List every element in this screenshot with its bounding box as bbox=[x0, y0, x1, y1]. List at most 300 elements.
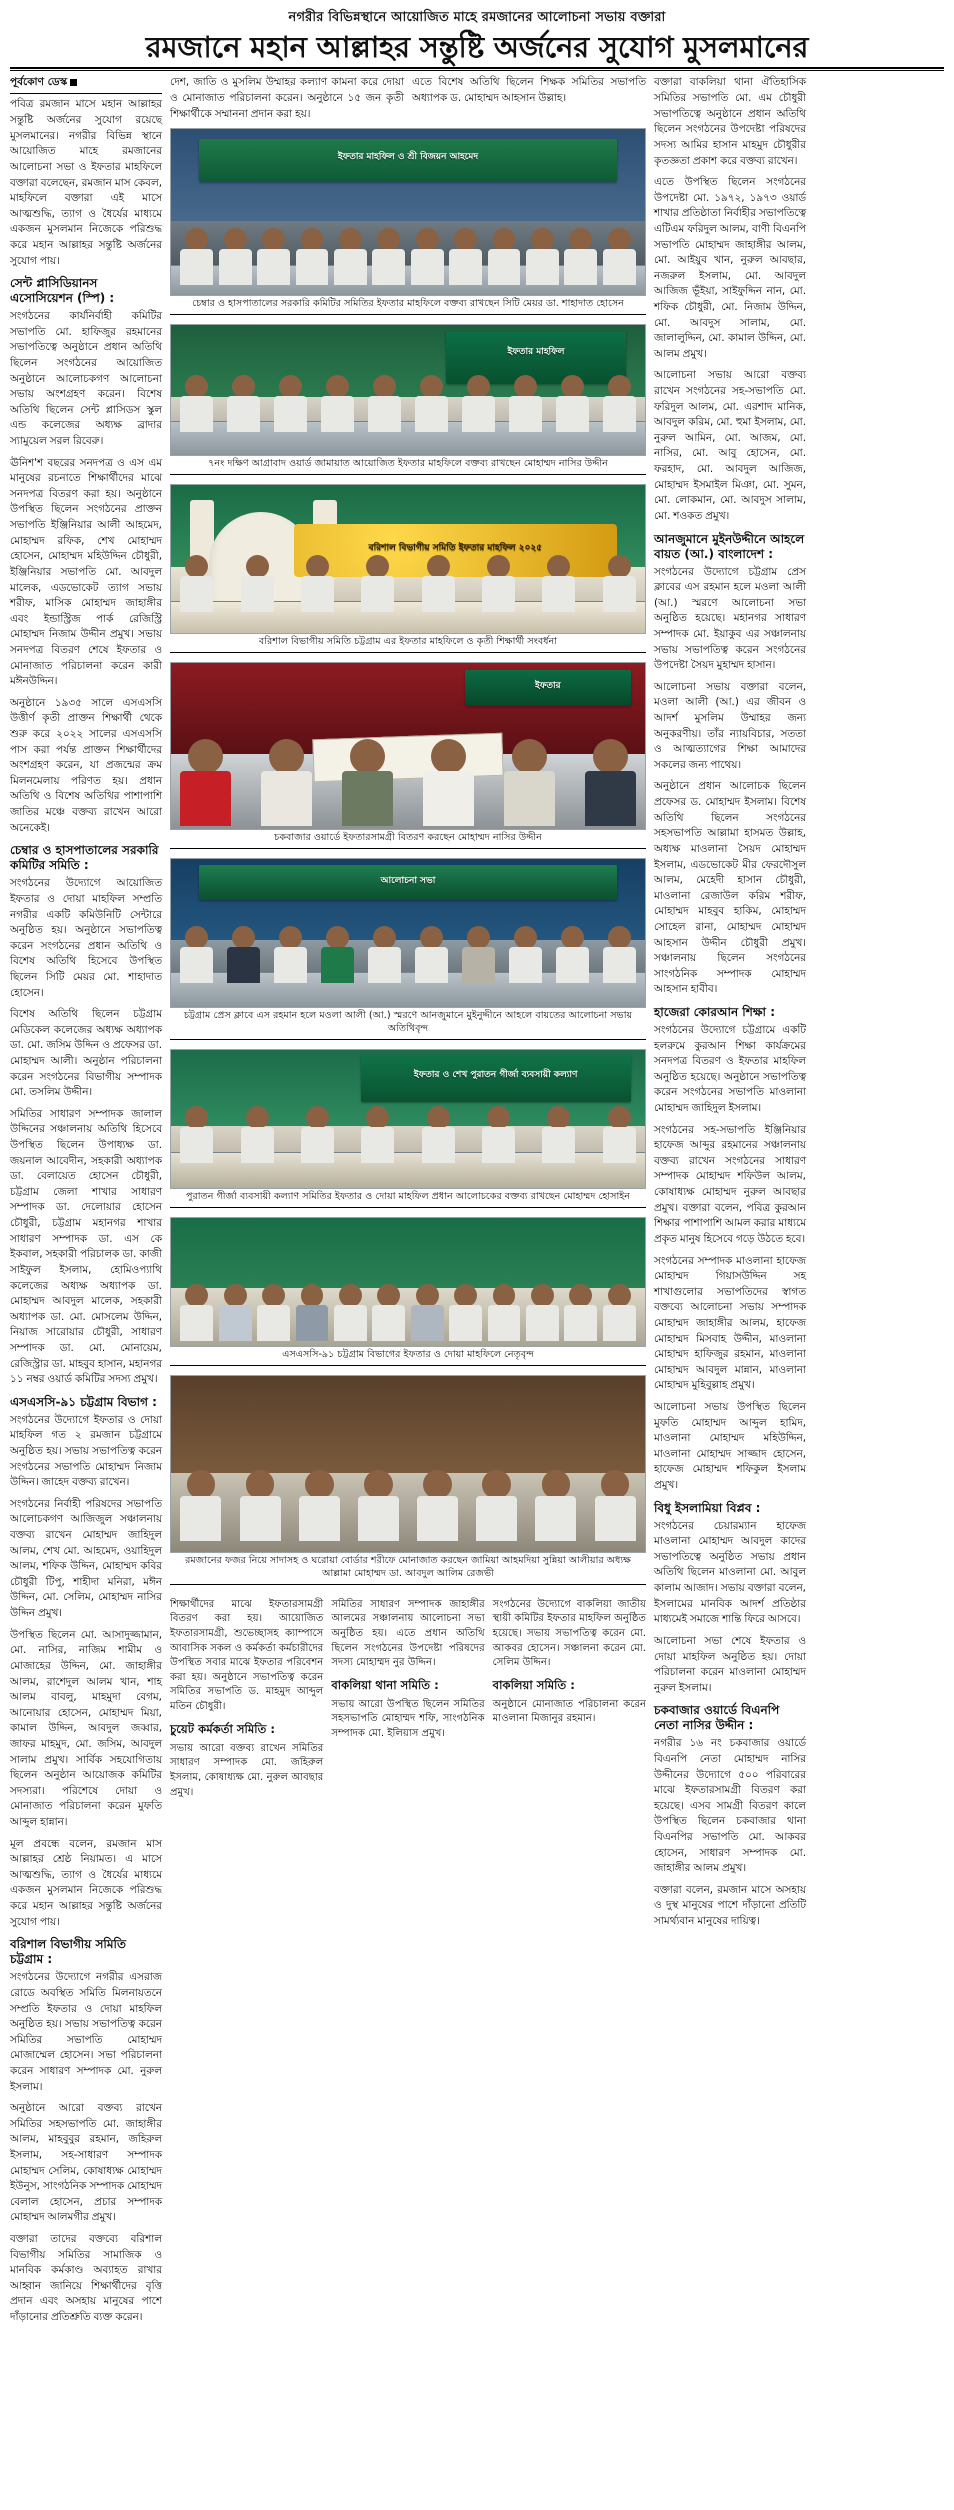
photo-scene bbox=[171, 1376, 645, 1552]
person bbox=[274, 375, 307, 432]
person-body bbox=[422, 576, 455, 612]
person bbox=[227, 375, 260, 432]
mb1-heading: চুয়েট কর্মকর্তা সমিতি : bbox=[170, 1721, 275, 1736]
person bbox=[462, 375, 495, 432]
person bbox=[526, 228, 559, 285]
person-body bbox=[361, 1127, 394, 1163]
person bbox=[603, 375, 636, 432]
person bbox=[180, 1106, 213, 1163]
right-heading-chakbazar: চকবাজার ওয়ার্ডে বিএনপি নেতা নাসির উদ্দীন : bbox=[654, 1703, 780, 1733]
person-body bbox=[535, 1496, 576, 1541]
person-head bbox=[423, 1470, 452, 1499]
person-head bbox=[262, 228, 285, 251]
person bbox=[603, 555, 636, 612]
person-head bbox=[493, 1284, 516, 1307]
person-head bbox=[185, 1284, 208, 1307]
person bbox=[504, 739, 554, 826]
person-head bbox=[269, 739, 304, 774]
person-head bbox=[547, 555, 570, 578]
right-s4-paragraph-1: নগরীর ১৬ নং চকবাজার ওয়ার্ডে বিএনপি নেতা মোহাম্মদ নাসির উদ্দীনের উদ্যোগে ৫০০ পরিবারের মাঝে ইফতারসামগ্রী বিতরণ করা হয়েছে। এসব সামগ্রী বিতরণ কালে উপস্থিত ছিলেন চকবাজার থানা বিএনপির সভাপতি মো. আকবর হোসেন, সাধারণ সম্পাদক মো. জাহাঙ্গীর আলম প্রমুখ। bbox=[654, 1737, 806, 1875]
person-head bbox=[246, 1470, 275, 1499]
person-body bbox=[372, 1305, 405, 1341]
person-body bbox=[415, 947, 448, 983]
figure-6-caption: পুরাতন গীর্জা ব্যবসায়ী কল্যাণ সমিতির ইফতার ও দোয়া মাহফিল প্রধান আলোচকের বক্তব্য রাখছেন মোহাম্মদ হোসাইন bbox=[170, 1189, 646, 1208]
right-heading-quran: হাজেরা কোরআন শিক্ষা : bbox=[654, 1004, 775, 1019]
middle-bottom-col-1 bbox=[170, 1598, 323, 1806]
left-paragraph-4: অনুষ্ঠানে ১৯৩৫ সালে এসএসসি উত্তীর্ণ কৃতী প্রাক্তন শিক্ষার্থী থেকে শুরু করে ২০২২ সালের এসএসসি পাস করা পর্যন্ত প্রাক্তন শিক্ষার্থীদের অংশগ্রহণ করেন, যা প্রজন্মের ক্রম মিলনমেলায় পরিণত হয়। প্রধান অতিথি ও বিশেষ অতিথির পাশাপাশি জাতির মঞ্চে বক্তব্য রাখেন আরো অনেকেই। bbox=[10, 696, 162, 834]
photo-scene bbox=[171, 1218, 645, 1346]
person-head bbox=[224, 1284, 247, 1307]
person-head bbox=[601, 1470, 630, 1499]
mb2-heading: বাকলিয়া থানা সমিতি : bbox=[331, 1677, 439, 1692]
person bbox=[372, 1284, 405, 1341]
person-head bbox=[416, 228, 439, 251]
person bbox=[603, 1106, 636, 1163]
person-body bbox=[296, 249, 329, 285]
person bbox=[509, 926, 542, 983]
banner-text: ইফতার ও শেখ পুরাতন গীর্জা ব্যবসায়ী কল্যাণ bbox=[413, 1069, 578, 1080]
middle-bottom-col-3 bbox=[493, 1598, 646, 1806]
banner-text: আলোচনা সভা bbox=[380, 875, 436, 886]
person-body bbox=[180, 1496, 221, 1541]
person-body bbox=[361, 576, 394, 612]
masthead-rule bbox=[10, 67, 944, 69]
person-body bbox=[358, 1496, 399, 1541]
left-heading-placid: সেন্ট প্লাসিডিয়ানস এসোসিয়েশন (স্পি) : bbox=[10, 276, 115, 306]
person-body bbox=[411, 1305, 444, 1341]
person bbox=[241, 555, 274, 612]
person-head bbox=[188, 739, 223, 774]
middle-bottom-columns bbox=[170, 1598, 646, 1806]
person bbox=[556, 926, 589, 983]
person-head bbox=[493, 228, 516, 251]
person-body bbox=[180, 576, 213, 612]
left-s3-paragraph-4: মূল প্রবন্ধে বলেন, রমজান মাস আল্লাহর শ্রেষ্ঠ নিয়ামত। এ মাসে আত্মশুদ্ধি, ত্যাগ ও ধৈর্যের মাধ্যমে একজন মুসলমান নিজেকে পরিশুদ্ধ করে মহান আল্লাহর সন্তুষ্টি অর্জনের সুযোগ পায়। bbox=[10, 1837, 162, 1928]
person-body bbox=[603, 947, 636, 983]
person-body bbox=[368, 947, 401, 983]
person-head bbox=[279, 926, 302, 949]
middle-intro-row bbox=[170, 75, 646, 128]
person-head bbox=[262, 1284, 285, 1307]
person-head bbox=[531, 228, 554, 251]
right-s3-paragraph-2: আলোচনা সভা শেষে ইফতার ও দোয়া মাহফিল অনুষ্ঠিত হয়। দোয়া পরিচালনা করেন মাওলানা মোহাম্মদ নুরুল ইসলাম। bbox=[654, 1634, 806, 1694]
person-head bbox=[246, 555, 269, 578]
person-head bbox=[366, 1106, 389, 1129]
right-s1-paragraph-3: অনুষ্ঠানে প্রধান আলোচক ছিলেন প্রফেসর ড. মোহাম্মদ ইসলাম। বিশেষ অতিথি ছিলেন সংগঠনের সহসভাপতি আল্লামা হাসমত উল্লাহ, অধ্যক্ষ মাওলানা সৈয়দ মোহাম্মদ ইসলাম, এডভোকেট মীর ফেরদৌসুল আলম, মেহেদী হাসান চৌধুরী, মাওলানা রেজাউল করিম শরীফ, মোহাম্মদ মাহবুব হাকিম, মোহাম্মদ সোহেল রানা, মোহাম্মদ মোহাম্মদ আহসান উদ্দীন চৌধুরী প্রমুখ। সঞ্চালনায় ছিলেন সংগঠনের সাংগঠনিক সম্পাদক মোহাম্মদ আহসান হাবীব। bbox=[654, 780, 806, 996]
person-head bbox=[608, 1106, 631, 1129]
person bbox=[423, 739, 473, 826]
right-s2-paragraph-3: সংগঠনের সম্পাদক মাওলানা হাফেজ মোহাম্মদ গিয়াসউদ্দিন সহ শাখাগুলোর সভাপতিদের স্বাগত বক্তব্যে আলোচনা সভায় সম্পাদক মোহাম্মদ জাহাঙ্গীর আলম, হাফেজ মোহাম্মদ মিসবাহ উদ্দীন, মাওলানা মোহাম্মদ হাফিজুর রহমান, মাওলানা মোহাম্মদ আবদুল মান্নান, মাওলানা মোহাম্মদ মুহিবুল্লাহ প্রমুখ। bbox=[654, 1254, 806, 1392]
person-head bbox=[377, 1284, 400, 1307]
figure-8 bbox=[170, 1375, 646, 1587]
byline-label: পূর্বকোণ ডেস্ক bbox=[10, 76, 68, 89]
person bbox=[261, 739, 311, 826]
person bbox=[603, 1284, 636, 1341]
person-head bbox=[326, 375, 349, 398]
figure-2-caption: ৭নং দক্ষিণ আগ্রাবাদ ওয়ার্ড জামায়াত আয়োজিত ইফতার মাহফিলে বক্তব্য রাখছেন মোহাম্মদ নাসির উদ্দীন bbox=[170, 456, 646, 475]
people-row bbox=[180, 1470, 635, 1541]
person bbox=[368, 926, 401, 983]
person-head bbox=[608, 375, 631, 398]
photo-press-club-discussion bbox=[170, 858, 646, 1008]
figure-7 bbox=[170, 1217, 646, 1368]
figure-3-caption: বরিশাল বিভাগীয় সমিতি চট্টগ্রাম এর ইফতার মাহফিলে ও কৃতী শিক্ষার্থী সংবর্ধনা bbox=[170, 634, 646, 653]
person bbox=[422, 1106, 455, 1163]
stage-banner bbox=[361, 1055, 631, 1102]
person bbox=[180, 228, 213, 285]
left-s2-paragraph-2: বিশেষ অতিথি ছিলেন চট্টগ্রাম মেডিকেল কলেজের অধ্যক্ষ অধ্যাপক ডা. মো. জসিম উদ্দিন ও প্রফেসর ডা. মোহাম্মদ আলী। অনুষ্ঠান পরিচালনা করেন সংগঠনের বিভাগীয় সম্পাদক মো. তসলিম উদ্দীন। bbox=[10, 1008, 162, 1099]
person bbox=[449, 228, 482, 285]
person bbox=[482, 1106, 515, 1163]
person bbox=[368, 375, 401, 432]
right-column bbox=[654, 75, 806, 1935]
person bbox=[556, 375, 589, 432]
person-body bbox=[180, 947, 213, 983]
person-head bbox=[608, 228, 631, 251]
people-row bbox=[180, 555, 635, 612]
person-body bbox=[299, 1496, 340, 1541]
person bbox=[358, 1470, 399, 1541]
mid-intro-2: এতে বিশেষ অতিথি ছিলেন শিক্ষক সমিতির সভাপতি অধ্যাপক ড. মোহাম্মদ আহসান উল্লাহ। bbox=[412, 76, 646, 105]
person-body bbox=[423, 771, 473, 826]
photo-scene bbox=[171, 663, 645, 829]
middle-column bbox=[170, 75, 646, 1805]
person bbox=[180, 375, 213, 432]
person bbox=[257, 1284, 290, 1341]
person-head bbox=[301, 1284, 324, 1307]
person-head bbox=[339, 228, 362, 251]
mb3-heading: বাকলিয়া সমিতি : bbox=[492, 1677, 575, 1692]
right-s1-paragraph-1: সংগঠনের উদ্যোগে চট্টগ্রাম প্রেস ক্লাবের এস রহমান হলে মওলা আলী (আ.) স্মরণে আলোচনা সভা অনুষ্ঠিত হয়েছে। মহানগর সাধারণ সম্পাদক মো. ইয়াকুব এর সঞ্চালনায় সভায় সভাপতিত্ব করেন সংগঠনের উপদেষ্টা সৈয়দ মুহাম্মদ হাসান। bbox=[654, 565, 806, 672]
left-s3-paragraph-1: সংগঠনের উদ্যোগে ইফতার ও দোয়া মাহফিল গত ২ রমজান চট্টগ্রামে অনুষ্ঠিত হয়। সভায় সভাপতিত্ব করেন সংগঠনের সভাপতি মোহাম্মদ নিজাম উদ্দিন। জাহেদ বক্তব্য রাখেন। bbox=[10, 1413, 162, 1489]
person-head bbox=[512, 739, 547, 774]
photo-chamber-iftar bbox=[170, 128, 646, 296]
person-body bbox=[509, 396, 542, 432]
person-head bbox=[547, 1106, 570, 1129]
person-head bbox=[561, 926, 584, 949]
person-head bbox=[487, 555, 510, 578]
person-body bbox=[301, 576, 334, 612]
person-head bbox=[542, 1470, 571, 1499]
person-head bbox=[608, 1284, 631, 1307]
person-body bbox=[488, 249, 521, 285]
person-body bbox=[422, 1127, 455, 1163]
person-head bbox=[224, 228, 247, 251]
people-row bbox=[180, 926, 635, 983]
left-s3-paragraph-2: সংগঠনের নির্বাহী পরিষদের সভাপতি আলোচকগণ আজিজুল সঞ্চালনায় বক্তব্য রাখেন মোহাম্মদ জাহিদুল আলম, শেখ মো. আহমেদ, ওয়াহিদুল আলম, শফিক উদ্দিন, মোহাম্মদ কবির চৌধুরী টিপু, শাহীদা মনিরা, মঈন উদ্দিন, মো. সেলিম, মোহাম্মদ নাসির উদ্দিন প্রমুখ। bbox=[10, 1497, 162, 1620]
right-s2-paragraph-2: সংগঠনের সহ-সভাপতি ইঞ্জিনিয়ার হাফেজ আব্দুর রহমানের সঞ্চালনায় বক্তব্য রাখেন সংগঠনের সাধারণ সম্পাদক মোহাম্মদ শফিউল আলম, কোষাধ্যক্ষ মোহাম্মদ নুরুল আবছার প্রমুখ। বক্তারা বলেন, পবিত্র কুরআন শিক্ষার পাশাপাশি আমল করার মাধ্যমে প্রকৃত মানুষ হিসেবে গড়ে উঠতে হবে। bbox=[654, 1123, 806, 1245]
page-kicker: নগরীর বিভিন্নস্থানে আয়োজিত মাহে রমজানের আলোচনা সভায় বক্তারা bbox=[288, 10, 666, 25]
person bbox=[542, 1106, 575, 1163]
figure-4 bbox=[170, 662, 646, 851]
stage-banner bbox=[465, 670, 631, 707]
person-body bbox=[240, 1496, 281, 1541]
person bbox=[595, 1470, 636, 1541]
person-head bbox=[279, 375, 302, 398]
person bbox=[449, 1284, 482, 1341]
person bbox=[219, 1284, 252, 1341]
person bbox=[422, 555, 455, 612]
person-body bbox=[449, 1305, 482, 1341]
person-head bbox=[185, 555, 208, 578]
person-head bbox=[427, 555, 450, 578]
person-head bbox=[350, 739, 385, 774]
left-paragraph-2: সংগঠনের কার্যনির্বাহী কমিটির সভাপতি মো. হাফিজুর রহমানের সভাপতিত্বে অনুষ্ঠানে প্রধান অতিথি ছিলেন সংগঠনের আয়োজিত অনুষ্ঠানে আলোচকগণ আলোচনা সভায় অংশগ্রহণ করেন। বিশেষ অতিথি ছিলেন সেন্ট প্লাসিডস স্কুল এন্ড কলেজের অধ্যক্ষ ব্রাদার স্যামুয়েল সরল রিবেরু। bbox=[10, 310, 162, 448]
stage-banner bbox=[199, 865, 616, 901]
person bbox=[240, 1470, 281, 1541]
right-paragraph-2: এতে উপস্থিত ছিলেন সংগঠনের উপদেষ্টা মো. ১৯৭২, ১৯৭৩ ওয়ার্ড শাখার প্রতিষ্ঠাতা নির্বাহীর সভাপতিত্বে এটিএম ফরিদুল আলম, বাণী বিএনপি সভাপতি মোহাম্মদ জাহাঙ্গীর আলম, মো. আইয়ুব খান, নুরুল আবছার, নজরুল ইসলাম, মো. আবদুল আজিজ ভূঁইয়া, সাইফুদ্দিন নান, মো. শফিক চৌধুরী, মো. নিজাম উদ্দিন, মো. আবদুস সালাম, মো. জালালুদ্দিন, মো. কামাল উদ্দিন, মো. আলম প্রমুখ। bbox=[654, 176, 806, 360]
figure-8-caption: রমজানের ফজর নিয়ে সাদাসহ ও ঘরোয়া বোর্ডার শরীফে মোনাজাত করছেন জামিয়া আহমদিয়া সুন্নিয়া আলীয়ার অধ্যক্ষ আল্লামা মোহাম্মদ ডা. আবদুল আলিম রেজভী bbox=[170, 1553, 646, 1585]
person-head bbox=[420, 926, 443, 949]
person bbox=[334, 228, 367, 285]
person-body bbox=[342, 771, 392, 826]
left-s4-paragraph-2: অনুষ্ঠানে আরো বক্তব্য রাখেন সমিতির সহসভাপতি মো. জাহাঙ্গীর আলম, মাহবুবুর রহমান, জহিরুল ইসলাম, সহ-সাধারণ সম্পাদক মোহাম্মদ সেলিম, কোষাধ্যক্ষ মোহাম্মদ ইউনুস, সাংগঠনিক সম্পাদক মোহাম্মদ বেলাল হোসেন, প্রচার সম্পাদক মোহাম্মদ আলমগীর প্রমুখ। bbox=[10, 2102, 162, 2224]
mb2-paragraph-2: সভায় আরো উপস্থিত ছিলেন সমিতির সহসভাপতি মোহাম্মদ শফি, সাংগঠনিক সম্পাদক মো. ইলিয়াস প্রমুখ। bbox=[331, 1698, 485, 1740]
figure-7-caption: এসএসসি-৯১ চট্টগ্রাম বিভাগের ইফতার ও দোয়া মাহফিলে নেতৃবৃন্দ bbox=[170, 1347, 646, 1366]
person-head bbox=[185, 375, 208, 398]
person bbox=[361, 1106, 394, 1163]
person-body bbox=[321, 947, 354, 983]
person-body bbox=[180, 1305, 213, 1341]
person bbox=[180, 926, 213, 983]
person bbox=[411, 1284, 444, 1341]
person-head bbox=[454, 1284, 477, 1307]
person bbox=[415, 375, 448, 432]
left-heading-barisal: বরিশাল বিভাগীয় সমিতি চট্টগ্রাম : bbox=[10, 1937, 126, 1967]
person-head bbox=[420, 375, 443, 398]
person-head bbox=[569, 1284, 592, 1307]
person-body bbox=[274, 396, 307, 432]
banner-text: ইফতার মাহফিল bbox=[507, 347, 565, 358]
person bbox=[321, 926, 354, 983]
person bbox=[334, 1284, 367, 1341]
person-body bbox=[603, 249, 636, 285]
mb1-paragraph-1: শিক্ষার্থীদের মাঝে ইফতারসামগ্রী বিতরণ করা হয়। আয়োজিত ইফতারসামগ্রী, শুভেচ্ছাসহ ক্যাম্পাসে আবাসিক সকল ও কর্মকর্তা কর্মচারীদের উপস্থিত সবার মাঝে ইফতার পরিবেশন করা হয়। অনুষ্ঠানে সভাপতিত্ব করেন সমিতির সভাপতি ড. মাহমুদ আব্দুল মতিন চৌধুরী। bbox=[170, 1598, 324, 1713]
stage-banner bbox=[199, 139, 616, 182]
person bbox=[462, 926, 495, 983]
person-body bbox=[261, 771, 311, 826]
person bbox=[603, 228, 636, 285]
figure-1-caption: চেম্বার ও হাসপাতালের সরকারি কমিটির সমিতির ইফতার মাহফিলে বক্তব্য রাখছেন সিটি মেয়র ডা. শাহাদাত হোসেন bbox=[170, 296, 646, 315]
person-head bbox=[373, 375, 396, 398]
photo-scene bbox=[171, 129, 645, 295]
right-s2-paragraph-4: আলোচনা সভায় উপস্থিত ছিলেন মুফতি মোহাম্মদ আব্দুল হামিদ, মাওলানা মোহাম্মদ মহিউদ্দিন, মাওলানা মোহাম্মদ সাজ্জাদ হোসেন, হাফেজ মোহাম্মদ শফিকুল ইসলাম প্রমুখ। bbox=[654, 1401, 806, 1492]
person-body bbox=[603, 1305, 636, 1341]
person-head bbox=[305, 1470, 334, 1499]
person-body bbox=[334, 249, 367, 285]
person bbox=[415, 926, 448, 983]
person-body bbox=[509, 947, 542, 983]
person bbox=[301, 555, 334, 612]
banner-text: ইফতার মাহফিল ও শ্রী বিজয়ন আহমেদ bbox=[337, 152, 479, 163]
person-body bbox=[482, 576, 515, 612]
person bbox=[180, 1284, 213, 1341]
person bbox=[476, 1470, 517, 1541]
middle-bottom-col-2 bbox=[331, 1598, 484, 1806]
person-head bbox=[482, 1470, 511, 1499]
figure-5 bbox=[170, 858, 646, 1042]
person-head bbox=[427, 1106, 450, 1129]
person-body bbox=[227, 947, 260, 983]
person-head bbox=[608, 926, 631, 949]
person-body bbox=[556, 396, 589, 432]
photo-background bbox=[171, 1376, 645, 1473]
person-head bbox=[608, 555, 631, 578]
person bbox=[488, 228, 521, 285]
person bbox=[180, 555, 213, 612]
figure-6 bbox=[170, 1049, 646, 1210]
person-body bbox=[241, 576, 274, 612]
person bbox=[257, 228, 290, 285]
person bbox=[603, 926, 636, 983]
person bbox=[180, 1470, 221, 1541]
right-heading-islamia: বিধু ইসলামিয়া বিপ্লব : bbox=[654, 1500, 761, 1515]
person-body bbox=[449, 249, 482, 285]
photo-barisal-iftar bbox=[170, 484, 646, 634]
person bbox=[296, 228, 329, 285]
person-head bbox=[187, 1470, 216, 1499]
figure-4-caption: চকবাজার ওয়ার্ডে ইফতারসামগ্রী বিতরণ করছেন মোহাম্মদ নাসির উদ্দীন bbox=[170, 830, 646, 849]
right-paragraph-3: আলোচনা সভায় আরো বক্তব্য রাখেন সংগঠনের সহ-সভাপতি মো. ফরিদুল আলম, মো. এরশাদ মানিক, আবদুল করিম, মো. হুমা ইসলাম, মো. নুরুল আমিন, মো. আজম, মো. নাসির, মো. আবু হোসেন, মো. ফরহাদ, মো. আবদুল আজিজ, মোহাম্মদ ইসমাইল মিঞা, মো. সুমন, মো. লোকমান, মো. আবদুস সালাম, মো. শওকত প্রমুখ। bbox=[654, 369, 806, 522]
person-head bbox=[593, 739, 628, 774]
photo-munajat bbox=[170, 1375, 646, 1553]
person-body bbox=[241, 1127, 274, 1163]
person-body bbox=[564, 249, 597, 285]
person-head bbox=[514, 926, 537, 949]
photo-scene bbox=[171, 859, 645, 1007]
person-body bbox=[296, 1305, 329, 1341]
people-row bbox=[180, 1106, 635, 1163]
person bbox=[321, 375, 354, 432]
person bbox=[585, 739, 635, 826]
person-head bbox=[301, 228, 324, 251]
person-head bbox=[232, 926, 255, 949]
person-body bbox=[334, 1305, 367, 1341]
person-body bbox=[526, 1305, 559, 1341]
left-s2-paragraph-1: সংগঠনের উদ্যোগে আয়োজিত ইফতার ও দোয়া মাহফিল সম্প্রতি নগরীর একটি কমিউনিটি সেন্টারে অনুষ্ঠিত হয়। অনুষ্ঠানে সভাপতিত্ব করেন সংগঠনের প্রধান অতিথি ও বিশেষ অতিথি হিসেবে উপস্থিত ছিলেন সিটি মেয়র মো. শাহাদাত হোসেন। bbox=[10, 877, 162, 999]
person-head bbox=[306, 1106, 329, 1129]
person-head bbox=[514, 375, 537, 398]
person bbox=[488, 1284, 521, 1341]
person-head bbox=[561, 375, 584, 398]
person-body bbox=[564, 1305, 597, 1341]
person bbox=[411, 228, 444, 285]
photo-background bbox=[171, 1218, 645, 1288]
mb3-paragraph-2: অনুষ্ঠানে মোনাজাত পরিচালনা করেন মাওলানা মিজানুর রহমান। bbox=[492, 1698, 646, 1725]
person-head bbox=[366, 555, 389, 578]
person bbox=[274, 926, 307, 983]
person-body bbox=[595, 1496, 636, 1541]
left-s2-paragraph-3: সমিতির সাধারণ সম্পাদক জালাল উদ্দিনের সঞ্চালনায় অতিথি হিসেবে উপস্থিত ছিলেন উপাধ্যক্ষ ডা. জয়নাল আবেদীন, সহকারী অধ্যাপক ডা. বেলায়েত হোসেন চৌধুরী, চট্টগ্রাম জেলা শাখার সাধারণ সম্পাদক ডা. দেলোয়ার হোসেন চৌধুরী, চট্টগ্রাম মহানগর শাখার সাধারণ সম্পাদক ডা. এস কে ইকবাল, সহকারী পরিচালক ডা. কাজী সাইফুল ইসলাম, হোমিওপ্যাথি কলেজের অধ্যক্ষ অধ্যাপক ডা. মোহাম্মদ আবদুল মালেক, সহকারী অধ্যাপক ডা. মো. মোসলেম উদ্দিন, নিয়াজ সারোয়ার চৌধুরী, সাধারণ সম্পাদক ডা. মো. মোনায়েম, রেজিস্ট্রার ডা. মাহবুব হাসান, মহানগর ১১ নম্বর ওয়ার্ড কমিটির সদস্য প্রমুখ। bbox=[10, 1107, 162, 1386]
person-body bbox=[257, 1305, 290, 1341]
page-headline: রমজানে মহান আল্লাহর সন্তুষ্টি অর্জনের সুযোগ মুসলমানের bbox=[145, 30, 809, 64]
person-head bbox=[185, 228, 208, 251]
person-body bbox=[603, 396, 636, 432]
person-body bbox=[488, 1305, 521, 1341]
person-body bbox=[180, 396, 213, 432]
person-head bbox=[306, 555, 329, 578]
person bbox=[542, 555, 575, 612]
person bbox=[417, 1470, 458, 1541]
left-heading-chamber: চেম্বার ও হাসপাতালের সরকারি কমিটির সমিতি : bbox=[10, 843, 159, 873]
person bbox=[509, 375, 542, 432]
person-body bbox=[180, 249, 213, 285]
person-head bbox=[487, 1106, 510, 1129]
people-row bbox=[180, 228, 635, 285]
banner-text: ইফতার bbox=[535, 680, 561, 691]
left-s4-paragraph-1: সংগঠনের উদ্যোগে নগরীর এসরাজ রোডে অবস্থিত সমিতি মিলনায়তনে সম্প্রতি ইফতার ও দোয়া মাহফিল অনুষ্ঠিত হয়। সভায় সভাপতিত্ব করেন সমিতির সভাপতি মোহাম্মদ মোজাম্মেল হোসেন। সভা পরিচালনা করেন সাধারণ সম্পাদক মো. নুরুল ইসলাম। bbox=[10, 1971, 162, 2093]
person bbox=[342, 739, 392, 826]
person bbox=[564, 1284, 597, 1341]
right-s4-paragraph-2: বক্তারা বলেন, রমজান মাসে অসহায় ও দুস্থ মানুষের পাশে দাঁড়ানো প্রতিটি সামর্থ্যবান মানুষের দায়িত্ব। bbox=[654, 1883, 806, 1928]
person-head bbox=[185, 1106, 208, 1129]
figure-2 bbox=[170, 324, 646, 477]
mb3-paragraph-1: সংগঠনের উদ্যোগে বাকলিয়া জাতীয় স্থায়ী কমিটির ইফতার মাহফিল অনুষ্ঠিত হয়েছে। সভায় সভাপতিত্ব করেন মো. আকবর হোসেন। সঞ্চালনা করেন মো. সেলিম উদ্দিন। bbox=[492, 1598, 646, 1669]
person bbox=[241, 1106, 274, 1163]
person-head bbox=[232, 375, 255, 398]
right-heading-anjuman: আনজুমানে মুইনউদ্দীনে আহলে বায়ত (আ.) বাংলাদেশ : bbox=[654, 531, 805, 561]
person-head bbox=[454, 228, 477, 251]
person-body bbox=[476, 1496, 517, 1541]
person-body bbox=[415, 396, 448, 432]
person bbox=[301, 1106, 334, 1163]
mb2-paragraph-1: সমিতির সাধারণ সম্পাদক জাহাঙ্গীর আলমের সঞ্চালনায় আলোচনা সভা অনুষ্ঠিত হয়। এতে প্রধান অতিথি ছিলেন সংগঠনের উপদেষ্টা পরিষদের সদস্য মোহাম্মদ নুর উদ্দিন। bbox=[331, 1598, 485, 1669]
person-body bbox=[411, 249, 444, 285]
person-body bbox=[603, 1127, 636, 1163]
person-body bbox=[556, 947, 589, 983]
person-body bbox=[274, 947, 307, 983]
right-s2-paragraph-1: সংগঠনের উদ্যোগে চট্টগ্রামে একটি হলরুমে কুরআন শিক্ষা কার্যক্রমের সনদপত্র বিতরণ ও ইফতার মাহফিল অনুষ্ঠিত হয়েছে। অনুষ্ঠানে সভাপতিত্ব করেন সংগঠনের সভাপতি মাওলানা মোহাম্মদ জাহিদুল ইসলাম। bbox=[654, 1023, 806, 1115]
left-column bbox=[10, 75, 162, 2331]
right-s1-paragraph-2: আলোচনা সভায় বক্তারা বলেন, মওলা আলী (আ.) এর জীবন ও আদর্শ মুসলিম উম্মাহর জন্য অনুকরণীয়। তাঁর ন্যায়বিচার, সততা ও আত্মত্যাগের শিক্ষা আমাদের সকলের জন্য পাথেয়। bbox=[654, 680, 806, 771]
person-body bbox=[504, 771, 554, 826]
person-head bbox=[467, 375, 490, 398]
person-body bbox=[542, 576, 575, 612]
left-s3-paragraph-3: উপস্থিত ছিলেন মো. আসাদুজ্জামান, মো. নাসির, নাজিম শামীম ও মোজাহের উদ্দিন, মো. জাহাঙ্গীর আলম, রাশেদুল আলম খান, শাহ আলম বাবলু, মাহমুদা বেগম, আনোয়ার হোসেন, মোহাম্মদ মিয়া, কামাল উদ্দিন, আবদুল জব্বার, জাফর মাহমুদ, মো. জসিম, আবদুল সালাম প্রমুখ। সার্বিক সহযোগিতায় ছিলেন অনুষ্ঠান আয়োজক কমিটির সদস্যরা। পরিশেষে দোয়া ও মোনাজাত পরিচালনা করেন মুফতি আব্দুল হান্নান। bbox=[10, 1628, 162, 1829]
person-body bbox=[482, 1127, 515, 1163]
people-row bbox=[180, 1284, 635, 1341]
left-s4-paragraph-3: বক্তারা তাদের বক্তব্যে বরিশাল বিভাগীয় সমিতির সামাজিক ও মানবিক কর্মকাণ্ড অব্যাহত রাখার আহ্বান জানিয়ে শিক্ষার্থীদের বৃত্তি প্রদান এবং অসহায় মানুষের পাশে দাঁড়ানোর প্রতিশ্রুতি ব্যক্ত করেন। bbox=[10, 2233, 162, 2324]
banner-text: বরিশাল বিভাগীয় সমিতি ইফতার মাহফিল ২০২৫ bbox=[368, 542, 543, 553]
figure-3 bbox=[170, 484, 646, 655]
people-row bbox=[180, 739, 635, 826]
person bbox=[299, 1470, 340, 1541]
person-body bbox=[417, 1496, 458, 1541]
left-paragraph-1: পবিত্র রমজান মাসে মহান আল্লাহর সন্তুষ্টি অর্জনের সুযোগ রয়েছে মুসলমানের। নগরীর বিভিন্ন স্থানে আয়োজিত মাহে রমজানের আলোচনা সভা ও ইফতার মাহফিলে বক্তারা বলেছেন, রমজান মাস কেবল, মাহফিলে বক্তারা এই মাসে আত্মশুদ্ধি, ত্যাগ ও ধৈর্যের মাধ্যমে একজন মুসলমান নিজেকে পরিশুদ্ধ করে মহান আল্লাহর সন্তুষ্টি অর্জনের সুযোগ পায়। bbox=[10, 98, 162, 267]
person bbox=[535, 1470, 576, 1541]
person-head bbox=[467, 926, 490, 949]
person-body bbox=[180, 1127, 213, 1163]
person-body bbox=[372, 249, 405, 285]
person-head bbox=[364, 1470, 393, 1499]
person-body bbox=[603, 576, 636, 612]
photo-ssc91-group bbox=[170, 1217, 646, 1347]
person-head bbox=[246, 1106, 269, 1129]
person-body bbox=[542, 1127, 575, 1163]
person-body bbox=[321, 396, 354, 432]
right-s3-paragraph-1: সংগঠনের চেয়ারম্যান হাফেজ মাওলানা মোহাম্মদ আবদুল কাদের সভাপতিত্বে অনুষ্ঠিত সভায় প্রধান অতিথি ছিলেন মাওলানা মো. আবুল কালাম আজাদ। সভায় বক্তারা বলেন, ইসলামের মানবিক আদর্শ প্রতিষ্ঠার মাধ্যমেই সমাজে শান্তি ফিরে আসবে। bbox=[654, 1519, 806, 1626]
person-head bbox=[326, 926, 349, 949]
person-head bbox=[373, 926, 396, 949]
person-head bbox=[377, 228, 400, 251]
person bbox=[180, 739, 230, 826]
page-columns bbox=[10, 75, 944, 2331]
photo-scene bbox=[171, 1050, 645, 1188]
person bbox=[372, 228, 405, 285]
people-row bbox=[180, 375, 635, 432]
person bbox=[219, 228, 252, 285]
mid-intro-1: দেশ, জাতি ও মুসলিম উম্মাহর কল্যাণ কামনা করে দোয়া ও মোনাজাত পরিচালনা করেন। অনুষ্ঠানে ১৫ জন কৃতী শিক্ষার্থীকে সম্মাননা প্রদান করা হয়। bbox=[170, 76, 404, 120]
